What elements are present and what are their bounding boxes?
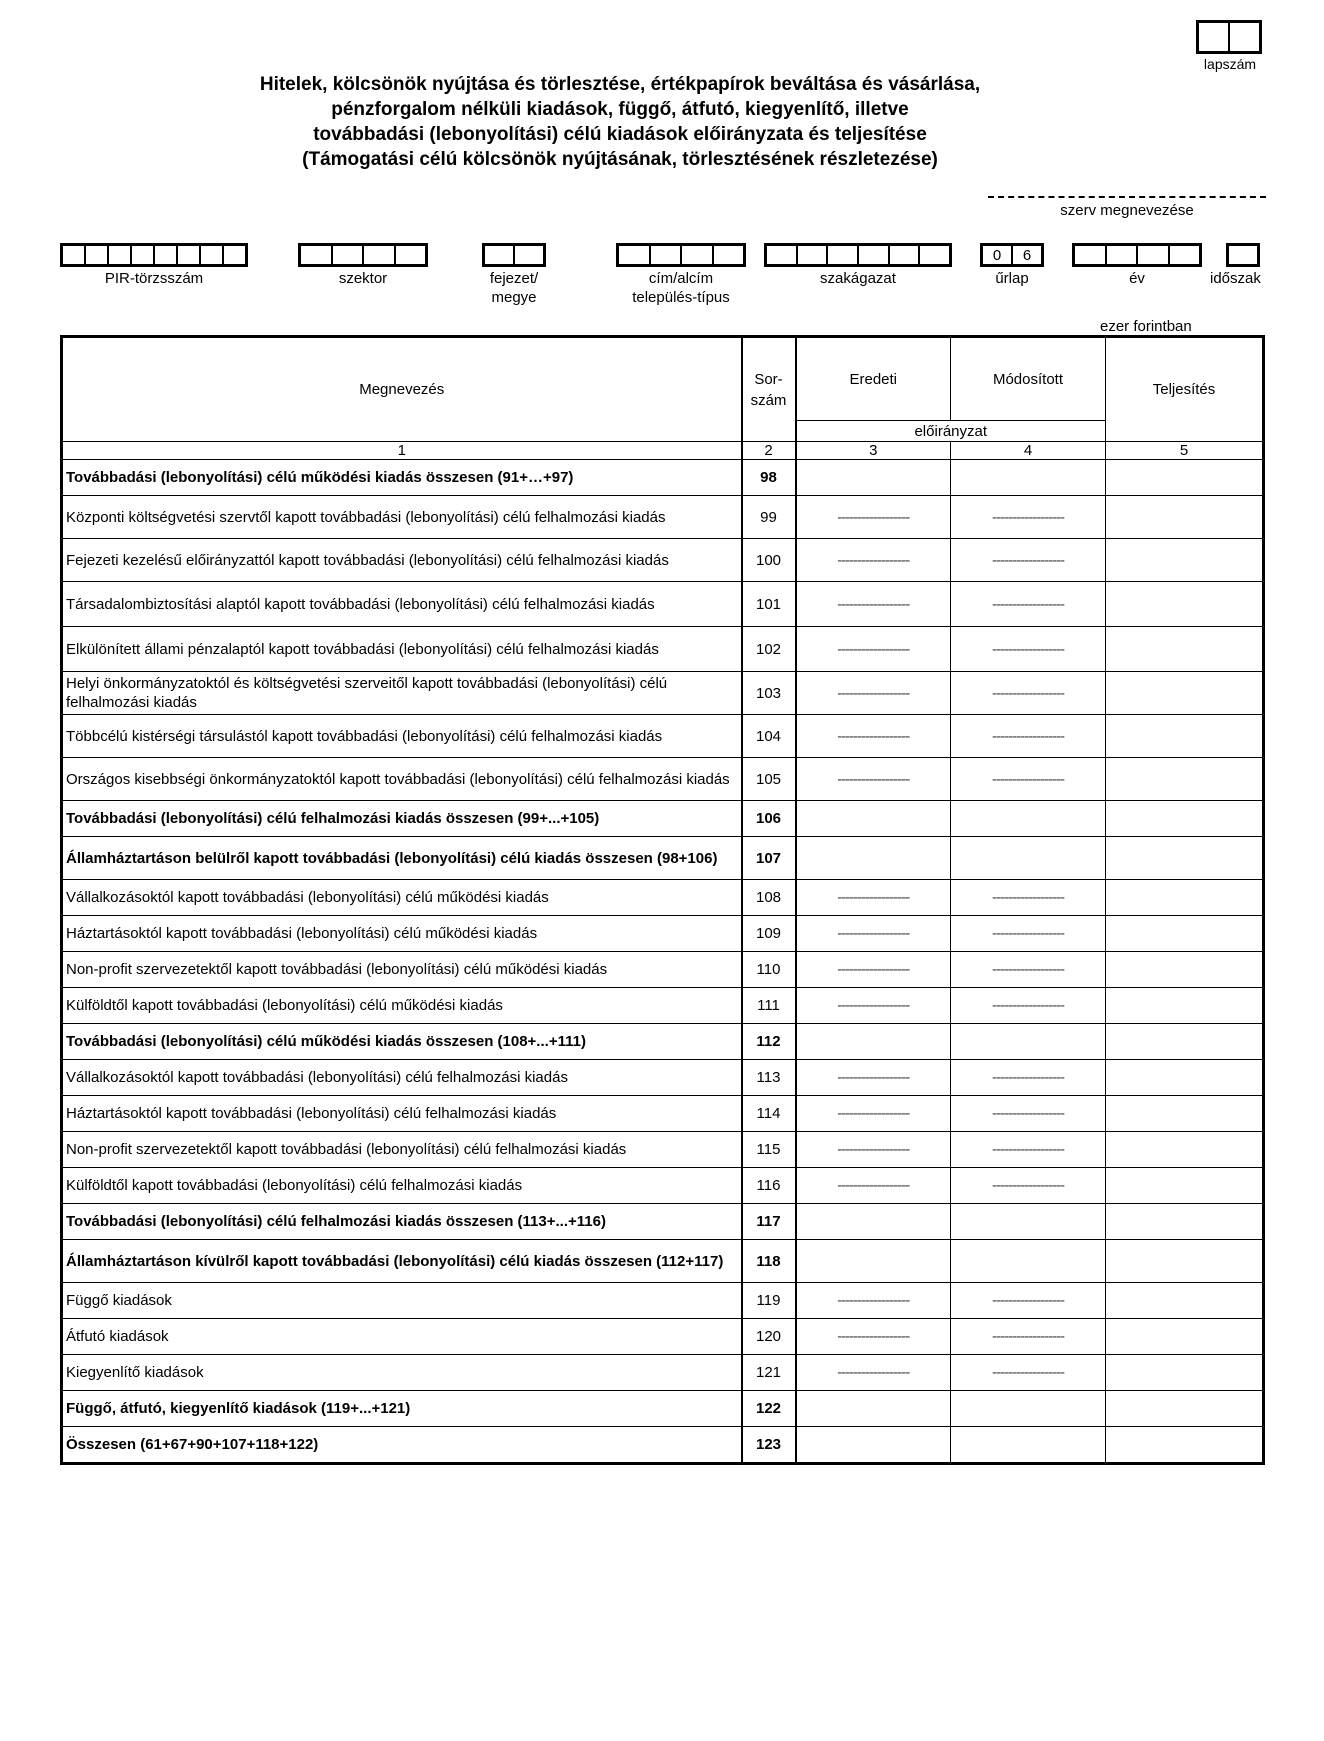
row-sorszam: 118 (742, 1240, 796, 1283)
row-sorszam: 119 (742, 1283, 796, 1319)
title-line: (Támogatási célú kölcsönök nyújtásának, törlesztésének részletezése) (302, 149, 938, 170)
row-name: Továbbadási (lebonyolítási) célú működési kiadás összesen (108+...+111) (62, 1024, 742, 1060)
row-sorszam: 103 (742, 672, 796, 715)
row-eredeti-cell[interactable] (796, 460, 951, 496)
szakagazat-input[interactable] (764, 243, 952, 267)
row-teljesites-cell[interactable] (1106, 627, 1264, 672)
row-teljesites-cell[interactable] (1106, 837, 1264, 880)
row-modositott-dash: ------------------ (951, 1319, 1106, 1355)
pir-input[interactable] (60, 243, 248, 267)
col-number: 1 (62, 442, 742, 460)
row-sorszam: 108 (742, 880, 796, 916)
row-teljesites-cell[interactable] (1106, 1391, 1264, 1427)
row-sorszam: 117 (742, 1204, 796, 1240)
row-modositott-cell[interactable] (951, 1391, 1106, 1427)
table-row (62, 1427, 1264, 1464)
row-name: Többcélú kistérségi társulástól kapott továbbadási (lebonyolítási) célú felhalmozási kiadás (62, 715, 742, 758)
row-eredeti-dash: ------------------ (796, 672, 951, 715)
row-name: Vállalkozásoktól kapott továbbadási (lebonyolítási) célú működési kiadás (62, 880, 742, 916)
row-name: Társadalombiztosítási alaptól kapott továbbadási (lebonyolítási) célú felhalmozási kiadás (62, 582, 742, 627)
row-sorszam: 99 (742, 496, 796, 539)
table-row (62, 539, 1264, 582)
fejezet-input[interactable] (482, 243, 546, 267)
urlap-input (980, 243, 1044, 267)
szerv-label: szerv megnevezése (1060, 202, 1194, 219)
row-name: Továbbadási (lebonyolítási) célú felhalmozási kiadás összesen (113+...+116) (62, 1204, 742, 1240)
urlap-label: űrlap (995, 270, 1029, 287)
row-eredeti-dash: ------------------ (796, 627, 951, 672)
row-modositott-dash: ------------------ (951, 1355, 1106, 1391)
header-sorszam: Sor- szám (742, 337, 796, 442)
row-sorszam: 98 (742, 460, 796, 496)
row-sorszam: 110 (742, 952, 796, 988)
row-modositott-dash: ------------------ (951, 582, 1106, 627)
row-name: Függő kiadások (62, 1283, 742, 1319)
table-row (62, 627, 1264, 672)
table-row (62, 1168, 1264, 1204)
szerv-megnevezese (988, 196, 1266, 219)
row-modositott-cell[interactable] (951, 1240, 1106, 1283)
row-sorszam: 122 (742, 1391, 796, 1427)
row-name: Non-profit szervezetektől kapott továbbadási (lebonyolítási) célú felhalmozási kiadás (62, 1132, 742, 1168)
row-sorszam: 105 (742, 758, 796, 801)
cim-label: cím/alcím település-típus (632, 270, 730, 306)
row-eredeti-dash: ------------------ (796, 880, 951, 916)
table-row (62, 1240, 1264, 1283)
title-line: továbbadási (lebonyolítási) célú kiadások előirányzata és teljesítése (313, 124, 927, 145)
row-name: Elkülönített állami pénzalaptól kapott továbbadási (lebonyolítási) célú felhalmozási kiadás (62, 627, 742, 672)
row-sorszam: 123 (742, 1427, 796, 1464)
szektor-input[interactable] (298, 243, 428, 267)
table-row (62, 837, 1264, 880)
table-row (62, 1096, 1264, 1132)
row-eredeti-cell[interactable] (796, 801, 951, 837)
row-teljesites-cell[interactable] (1106, 1096, 1264, 1132)
row-modositott-dash: ------------------ (951, 916, 1106, 952)
row-teljesites-cell[interactable] (1106, 1319, 1264, 1355)
row-sorszam: 109 (742, 916, 796, 952)
row-eredeti-dash: ------------------ (796, 1096, 951, 1132)
row-name: Háztartásoktól kapott továbbadási (lebonyolítási) célú működési kiadás (62, 916, 742, 952)
row-modositott-dash: ------------------ (951, 880, 1106, 916)
szektor-label: szektor (338, 270, 388, 287)
row-name: Helyi önkormányzatoktól és költségvetési szerveitől kapott továbbadási (lebonyolítási) célú felhalmozási kiadás (62, 672, 742, 715)
lapszam-boxes[interactable] (1196, 20, 1262, 54)
row-eredeti-cell[interactable] (796, 1427, 951, 1464)
row-eredeti-dash: ------------------ (796, 988, 951, 1024)
table-row (62, 582, 1264, 627)
row-modositott-dash: ------------------ (951, 496, 1106, 539)
row-sorszam: 101 (742, 582, 796, 627)
row-eredeti-dash: ------------------ (796, 1060, 951, 1096)
ev-input[interactable] (1072, 243, 1202, 267)
szektor-field (298, 243, 428, 288)
row-eredeti-dash: ------------------ (796, 1132, 951, 1168)
row-teljesites-cell[interactable] (1106, 952, 1264, 988)
row-sorszam: 100 (742, 539, 796, 582)
table-row (62, 1024, 1264, 1060)
row-sorszam: 120 (742, 1319, 796, 1355)
row-modositott-dash: ------------------ (951, 1132, 1106, 1168)
row-teljesites-cell[interactable] (1106, 801, 1264, 837)
col-number: 3 (796, 442, 951, 460)
header-teljesites: Teljesítés (1106, 337, 1264, 442)
pir-field (60, 243, 248, 288)
table-row (62, 460, 1264, 496)
idoszak-label: időszak (1210, 270, 1261, 287)
row-teljesites-cell[interactable] (1106, 496, 1264, 539)
idoszak-input[interactable] (1226, 243, 1260, 267)
row-name: Háztartásoktól kapott továbbadási (lebonyolítási) célú felhalmozási kiadás (62, 1096, 742, 1132)
row-modositott-dash: ------------------ (951, 952, 1106, 988)
row-name: Központi költségvetési szervtől kapott továbbadási (lebonyolítási) célú felhalmozási kiadás (62, 496, 742, 539)
row-teljesites-cell[interactable] (1106, 758, 1264, 801)
row-teljesites-cell[interactable] (1106, 880, 1264, 916)
col-number: 2 (742, 442, 796, 460)
row-name: Non-profit szervezetektől kapott továbbadási (lebonyolítási) célú működési kiadás (62, 952, 742, 988)
row-modositott-cell[interactable] (951, 837, 1106, 880)
table-row (62, 916, 1264, 952)
row-modositott-dash: ------------------ (951, 1168, 1106, 1204)
row-sorszam: 113 (742, 1060, 796, 1096)
row-eredeti-dash: ------------------ (796, 582, 951, 627)
table-row (62, 880, 1264, 916)
row-eredeti-dash: ------------------ (796, 539, 951, 582)
row-modositott-dash: ------------------ (951, 758, 1106, 801)
form-title (120, 72, 1120, 172)
szakagazat-field (764, 243, 952, 288)
row-teljesites-cell[interactable] (1106, 1168, 1264, 1204)
table-row (62, 1319, 1264, 1355)
row-modositott-dash: ------------------ (951, 539, 1106, 582)
row-teljesites-cell[interactable] (1106, 1283, 1264, 1319)
header-modositott: Módosított (951, 337, 1106, 421)
table-row (62, 1355, 1264, 1391)
table-row (62, 988, 1264, 1024)
row-teljesites-cell[interactable] (1106, 916, 1264, 952)
table-row (62, 801, 1264, 837)
col-number: 5 (1106, 442, 1264, 460)
row-name: Átfutó kiadások (62, 1319, 742, 1355)
lapszam-label: lapszám (1203, 56, 1257, 72)
table-row (62, 1391, 1264, 1427)
pir-label: PIR-törzsszám (104, 270, 204, 287)
table-row (62, 496, 1264, 539)
row-teljesites-cell[interactable] (1106, 988, 1264, 1024)
row-eredeti-cell[interactable] (796, 1204, 951, 1240)
row-name: Fejezeti kezelésű előirányzattól kapott továbbadási (lebonyolítási) célú felhalmozási kiadás (62, 539, 742, 582)
row-eredeti-dash: ------------------ (796, 758, 951, 801)
idoszak-field (1210, 243, 1261, 288)
title-line: Hitelek, kölcsönök nyújtása és törlesztése, értékpapírok beváltása és vásárlása, (259, 74, 981, 95)
row-eredeti-dash: ------------------ (796, 715, 951, 758)
cim-field (616, 243, 746, 307)
row-eredeti-dash: ------------------ (796, 1168, 951, 1204)
urlap-digit: 0 (983, 246, 1013, 264)
row-name: Összesen (61+67+90+107+118+122) (62, 1427, 742, 1464)
row-name: Államháztartáson kívülről kapott továbbadási (lebonyolítási) célú kiadás összesen (112+117) (62, 1240, 742, 1283)
ev-field (1072, 243, 1202, 288)
row-modositott-dash: ------------------ (951, 627, 1106, 672)
row-sorszam: 102 (742, 627, 796, 672)
row-teljesites-cell[interactable] (1106, 539, 1264, 582)
unit-label: ezer forintban (1100, 318, 1192, 335)
row-modositott-cell[interactable] (951, 460, 1106, 496)
row-name: Továbbadási (lebonyolítási) célú működési kiadás összesen (91+…+97) (62, 460, 742, 496)
row-modositott-dash: ------------------ (951, 988, 1106, 1024)
row-teljesites-cell[interactable] (1106, 672, 1264, 715)
row-eredeti-dash: ------------------ (796, 1355, 951, 1391)
row-modositott-dash: ------------------ (951, 672, 1106, 715)
table-row (62, 1060, 1264, 1096)
row-sorszam: 111 (742, 988, 796, 1024)
table-row (62, 1132, 1264, 1168)
row-sorszam: 114 (742, 1096, 796, 1132)
header-megnevezes: Megnevezés (62, 337, 742, 442)
row-eredeti-dash: ------------------ (796, 1283, 951, 1319)
row-name: Vállalkozásoktól kapott továbbadási (lebonyolítási) célú felhalmozási kiadás (62, 1060, 742, 1096)
row-sorszam: 112 (742, 1024, 796, 1060)
row-sorszam: 121 (742, 1355, 796, 1391)
row-teljesites-cell[interactable] (1106, 1060, 1264, 1096)
row-modositott-cell[interactable] (951, 1024, 1106, 1060)
urlap-digit: 6 (1022, 247, 1032, 264)
row-modositott-cell[interactable] (951, 801, 1106, 837)
row-name: Külföldtől kapott továbbadási (lebonyolítási) célú felhalmozási kiadás (62, 1168, 742, 1204)
header-eredeti: Eredeti (796, 337, 951, 421)
fejezet-label: fejezet/ megye (489, 270, 539, 306)
row-modositott-dash: ------------------ (951, 1060, 1106, 1096)
table-row (62, 952, 1264, 988)
cim-input[interactable] (616, 243, 746, 267)
row-modositott-cell[interactable] (951, 1204, 1106, 1240)
row-eredeti-cell[interactable] (796, 837, 951, 880)
row-name: Országos kisebbségi önkormányzatoktól kapott továbbadási (lebonyolítási) célú felhalmozási kiadás (62, 758, 742, 801)
row-eredeti-cell[interactable] (796, 1391, 951, 1427)
row-modositott-dash: ------------------ (951, 1283, 1106, 1319)
row-sorszam: 107 (742, 837, 796, 880)
data-table (60, 335, 1265, 1465)
lapszam (1196, 20, 1264, 72)
row-sorszam: 116 (742, 1168, 796, 1204)
row-teljesites-cell[interactable] (1106, 715, 1264, 758)
szerv-input-line[interactable] (988, 196, 1266, 198)
row-sorszam: 104 (742, 715, 796, 758)
szakagazat-label: szakágazat (820, 270, 896, 287)
row-teljesites-cell[interactable] (1106, 1024, 1264, 1060)
row-name: Államháztartáson belülről kapott továbbadási (lebonyolítási) célú kiadás összesen (98+106) (62, 837, 742, 880)
table-row (62, 1283, 1264, 1319)
row-eredeti-dash: ------------------ (796, 496, 951, 539)
title-line: pénzforgalom nélküli kiadások, függő, átfutó, kiegyenlítő, illetve (331, 99, 909, 120)
table-row (62, 672, 1264, 715)
row-modositott-dash: ------------------ (951, 1096, 1106, 1132)
row-sorszam: 106 (742, 801, 796, 837)
row-sorszam: 115 (742, 1132, 796, 1168)
row-eredeti-cell[interactable] (796, 1024, 951, 1060)
table-row (62, 715, 1264, 758)
table-row (62, 758, 1264, 801)
row-teljesites-cell[interactable] (1106, 1132, 1264, 1168)
row-teljesites-cell[interactable] (1106, 1240, 1264, 1283)
row-teljesites-cell[interactable] (1106, 1204, 1264, 1240)
row-teljesites-cell[interactable] (1106, 1355, 1264, 1391)
row-eredeti-dash: ------------------ (796, 1319, 951, 1355)
row-teljesites-cell[interactable] (1106, 582, 1264, 627)
row-teljesites-cell[interactable] (1106, 1427, 1264, 1464)
fejezet-field (482, 243, 546, 307)
row-eredeti-cell[interactable] (796, 1240, 951, 1283)
row-name: Külföldtől kapott továbbadási (lebonyolítási) célú működési kiadás (62, 988, 742, 1024)
row-name: Kiegyenlítő kiadások (62, 1355, 742, 1391)
row-name: Függő, átfutó, kiegyenlítő kiadások (119+...+121) (62, 1391, 742, 1427)
row-modositott-cell[interactable] (951, 1427, 1106, 1464)
row-eredeti-dash: ------------------ (796, 952, 951, 988)
urlap-field (980, 243, 1044, 288)
row-eredeti-dash: ------------------ (796, 916, 951, 952)
row-name: Továbbadási (lebonyolítási) célú felhalmozási kiadás összesen (99+...+105) (62, 801, 742, 837)
header-eloiranyzat: előirányzat (796, 421, 1106, 442)
row-modositott-dash: ------------------ (951, 715, 1106, 758)
ev-label: év (1129, 270, 1145, 287)
col-number: 4 (951, 442, 1106, 460)
table-row (62, 1204, 1264, 1240)
row-teljesites-cell[interactable] (1106, 460, 1264, 496)
